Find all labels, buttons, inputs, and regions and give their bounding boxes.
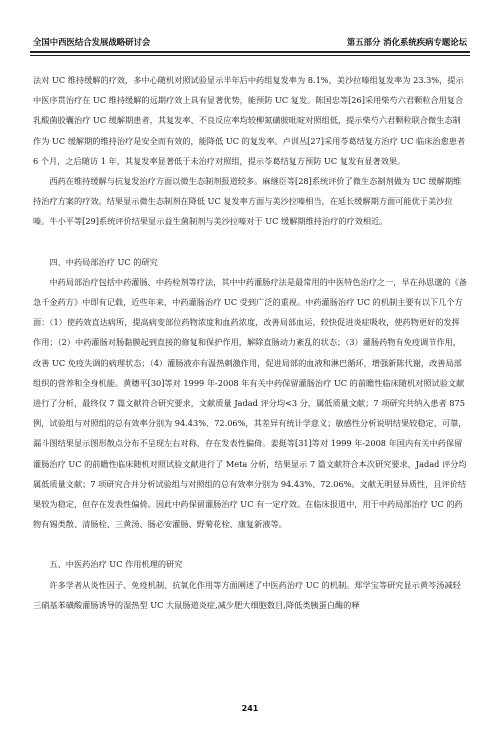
header-conference-title: 全国中西医结合发展战略研讨会 [33, 37, 151, 47]
running-header [33, 36, 467, 50]
paragraph-continued: 法对 UC 维持缓解的疗效，多中心随机对照试验显示半年后中药组复发率为 8.1%，美沙拉嗪组复发率为 23.3%，提示中医序贯治疗在 UC 维持缓解的远期疗效上具有显著优势，能预防 UC 复发。陈国忠等[26]采用柴芍六君颗粒合用复合乳酸菌胶囊治疗 UC 缓解期患者，其复发率、不良反应率均较柳氮磺胺吡啶对照组低，提示柴芍六君颗粒联合微生态制作为 UC 缓解期的维持治疗是安全而有效的，能降低 UC 的复发率。卢训丛[27]采用苓葛结复方治疗 UC 临床治愈患者 6 个月，之后随访 1 年，其复发率显著低于未治疗对照组，提示苓葛结复方预防 UC 复发有显著效果。 [33, 75, 466, 166]
section-heading-5: 五、中医药治疗 UC 作用机理的研究 [49, 559, 183, 570]
paragraph-mechanism: 许多学者从炎性因子、免疫机制、抗氧化作用等方面阐述了中医药治疗 UC 的机制。郑学宝等研究显示黄芩汤减轻三硝基苯磺酸灌肠诱导的湿热型 UC 大鼠肠道炎症,减少肥大细胞数目,降低类胰蛋白酶的释 [33, 579, 461, 610]
paragraph-western-medicine: 西药在维持缓解与抗复发治疗方面以微生态制剂报道较多。麻继臣等[28]系统评价了微生态制剂做为 UC 缓解期维持治疗方案的疗效。结果显示微生态制剂在降低 UC 复发率方面与美沙拉嗪相当，在延长缓解期方面可能优于美沙拉嗪。牛小平等[29]系统评价结果显示益生菌制剂与美沙拉嗪对于 UC 缓解期维持治疗的疗效相近。 [33, 176, 462, 227]
section-gap [33, 534, 467, 554]
section-heading-4: 四、中药局部治疗 UC 的研究 [49, 256, 158, 267]
header-section-title: 第五部分 消化系统疾病专题论坛 [346, 37, 467, 47]
header-rule-thin [30, 55, 470, 56]
paragraph-enema-therapy: 中药局部治疗包括中药灌肠、中药栓剂等疗法，其中中药灌肠疗法是最常用的中医特色治疗之一，早在孙思邈的《备急千金药方》中即有记载，近些年来，中药灌肠治疗 UC 受到广泛的重视。中药灌肠治疗 UC 的机制主要有以下几个方面：（1）使药效直达病所，提高病变部位药物浓度和血药浓度，改善局部血运，较快促进炎症吸收，使药物更好的发挥作用；（2）中药灌肠对肠黏膜起到直接的修复和保护作用，解除直肠动力紊乱的状态；（3）灌肠药物有免疫调节作用，改善 UC 免疫失调的病理状态；（4）灌肠液亦有温热刺激作用，促进局部的血液和淋巴循环，增强新陈代谢，改善局部组织的营养和全身机能。黄穗平[30]等对 1999 年-2008 年有关中药保留灌肠治疗 UC 的前瞻性临床随机对照试验文献进行了分析，最终仅 7 篇文献符合研究要求，文献质量 Jadad 评分均<3 分，属低质量文献；7 项研究共纳入患者 875 例，试验组与对照组的总有效率分别为 94.43%、72.06%，其差异有统计学意义；敏感性分析说明结果较稳定、可靠，漏斗图结果显示图形散点分布不呈现左右对称，存在发表性偏倚。姜挺等[31]等对 1999 年-2008 年国内有关中药保留灌肠治疗 UC 的前瞻性临床随机对照试验文献进行了 Meta 分析，结果显示 7 篇文献符合本次研究要求，Jadad 评分均属低质量文献；7 项研究合并分析试验组与对照组的总有效率分别为 94.43%、72.06%。文献无明显异质性，且评价结果较为稳定，但存在发表性偏倚。因此中药保留灌肠治疗 UC 有一定疗效。在临床报道中，用于中药局部治疗 UC 的药物有锡类散、清肠栓、三黄汤、肠必安灌肠、野菊花栓、康复新液等。 [33, 276, 467, 530]
header-rule-thick [30, 51, 470, 53]
body-text [33, 70, 467, 615]
section-gap [33, 232, 467, 252]
page-number: 241 [241, 704, 259, 713]
